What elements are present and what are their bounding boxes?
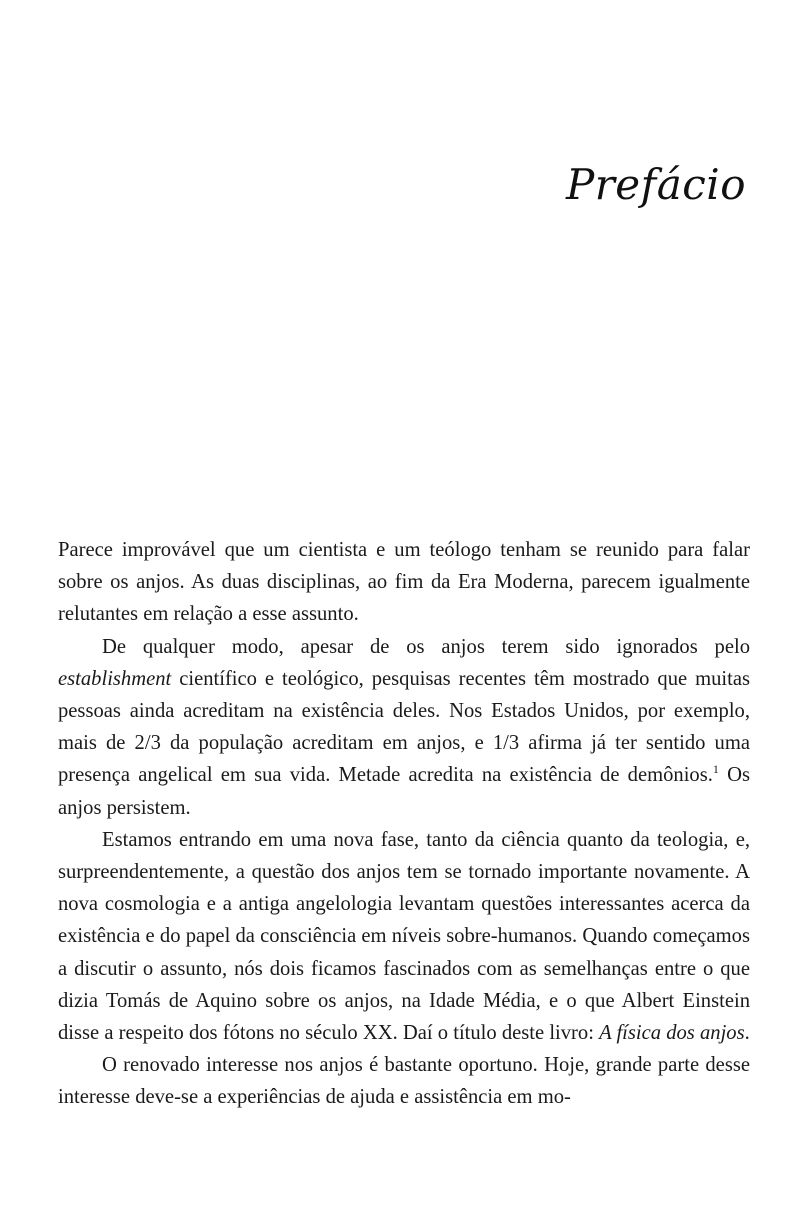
paragraph — [58, 824, 750, 1049]
text-segment: científico e teológico, pesquisas recentes têm mostrado que muitas pessoas ainda acreditam na existência deles. Nos Estados Unidos, por exemplo, mais de 2/3 da população acreditam em anjos, e 1/3 afirma já ter sentido uma presença angelical em sua vida. Metade acredita na existência de demônios. — [58, 667, 750, 787]
book-title: A física dos anjos — [599, 1022, 745, 1045]
text-segment: . — [744, 1022, 750, 1045]
italic-term: establishment — [58, 667, 172, 690]
body-text — [58, 534, 750, 1114]
paragraph — [58, 631, 750, 824]
text-segment: Estamos entrando em uma nova fase, tanto da ciência quanto da teologia, e, surpreendentemente, a questão dos anjos tem se tornado importante novamente. A nova cosmologia e a antiga angelologia levantam questões interessantes acerca da existência e do papel da consciência em níveis sobre-humanos. Quando começamos a discutir o assunto, nós dois ficamos fascinados com as semelhanças entre o que dizia Tomás de Aquino sobre os anjos, na Idade Média, e o que Albert Einstein disse a respeito dos fótons no século XX. Daí o título deste livro: — [58, 828, 750, 1045]
footnote-marker: 1 — [712, 762, 719, 777]
text-segment: De qualquer modo, apesar de os anjos terem sido ignorados pelo — [102, 635, 750, 658]
paragraph — [58, 534, 750, 631]
text-segment: Os anjos persistem. — [58, 764, 750, 819]
chapter-title: Prefácio — [565, 160, 746, 209]
text-segment: Parece improvável que um cientista e um teólogo tenham se reunido para falar sobre os anjos. As duas disciplinas, ao fim da Era Moderna, parecem igualmente relutantes em relação a esse assunto. — [58, 539, 750, 626]
paragraph — [58, 1049, 750, 1113]
text-segment: O renovado interesse nos anjos é bastante oportuno. Hoje, grande parte desse interesse deve-se a experiências de ajuda e assistência em mo- — [58, 1054, 750, 1109]
